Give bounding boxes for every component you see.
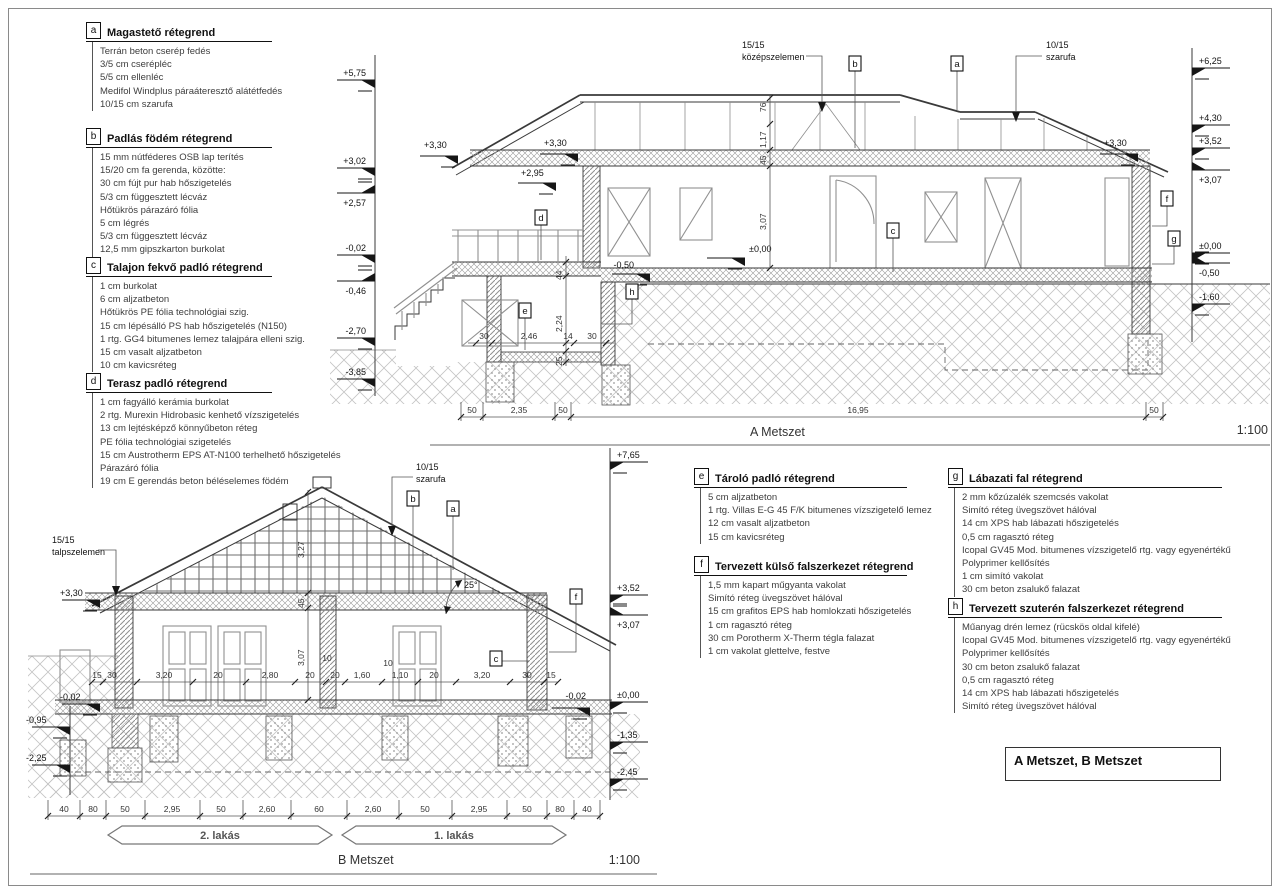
legend-f <box>694 556 914 658</box>
legend-a <box>86 22 283 111</box>
callout-szarufa: 10/15 <box>1046 40 1069 50</box>
dim-label: 10 <box>383 658 393 668</box>
legend-g <box>948 468 1231 597</box>
dim-label: 3,20 <box>155 670 173 680</box>
dim-label: 50 <box>120 804 130 814</box>
section-a-terrace <box>452 230 583 262</box>
level-label: -1,60 <box>1199 292 1220 302</box>
legend-item: 1 cm ragasztó réteg <box>708 619 792 631</box>
legend-item: 2 mm kőzúzalék szemcsés vakolat <box>962 492 1109 503</box>
dim-label: 2,35 <box>510 405 528 415</box>
legend-item: Polyprimer kellősítés <box>962 558 1050 570</box>
dim-label: 50 <box>216 804 226 814</box>
ridge-cap <box>313 477 331 488</box>
vdim: 45 <box>296 598 306 608</box>
legend-f-title: Tervezett külső falszerkezet rétegrend <box>715 561 914 573</box>
dim-label: 2,60 <box>258 804 276 814</box>
vdim: 44 <box>554 270 564 280</box>
legend-item: 30 cm fújt pur hab hőszigetelés <box>100 178 232 190</box>
level-label: +2,95 <box>521 168 544 178</box>
title-block <box>1005 747 1221 781</box>
level-label: +3,30 <box>1104 138 1127 148</box>
dim-label: 1,10 <box>391 670 409 680</box>
callout-talpszelemen: 15/15 <box>52 535 75 545</box>
legend-item: 13 cm lejtésképző könnyűbeton réteg <box>100 423 258 435</box>
legend-item: 15 cm kavicsréteg <box>708 531 785 543</box>
legend-item: 10/15 cm szarufa <box>100 98 173 110</box>
dim-label: 50 <box>1149 405 1159 415</box>
level-label: +5,75 <box>343 68 366 78</box>
legend-item: Terrán beton cserép fedés <box>100 46 211 57</box>
dim-label: 40 <box>582 804 592 814</box>
dim-label: 2,95 <box>470 804 488 814</box>
level-label: +3,30 <box>424 140 447 150</box>
legend-c-marker: c <box>86 257 101 274</box>
dim-label: 20 <box>305 670 315 680</box>
legend-item: Simító réteg üvegszövet hálóval <box>962 701 1097 713</box>
legend-e-marker: e <box>694 468 709 485</box>
dim-label: 14 <box>563 331 573 341</box>
legend-item: Hőtükrös PE fólia technológiai szig. <box>100 307 249 319</box>
callout-kozepszelemen: 15/15 <box>742 40 765 50</box>
legend-item: PE fólia technológiai szigetelés <box>100 436 231 448</box>
dim-label: 1,60 <box>353 670 371 680</box>
level-label: -2,25 <box>26 753 47 763</box>
legend-item: 5 cm légrés <box>100 218 150 230</box>
vdim: 76 <box>758 102 768 112</box>
level-label: +3,07 <box>617 620 640 630</box>
legend-c <box>86 257 305 372</box>
dim-label: 30 <box>107 670 117 680</box>
legend-b <box>86 128 272 257</box>
level-label: -2,45 <box>617 767 638 777</box>
marker-e: e <box>522 306 528 317</box>
legend-item: 19 cm E gerendás beton béléselemes födém <box>100 476 289 488</box>
dim-label: 3,20 <box>473 670 491 680</box>
legend-item: 15 cm grafitos EPS hab homlokzati hőszigetelés <box>708 606 912 618</box>
section-b <box>26 448 657 874</box>
legend-item: 1 rtg. GG4 bitumenes lemez talajpára elleni szig. <box>100 333 305 345</box>
legend-item: 1 cm burkolat <box>100 281 158 292</box>
legend-item: 15/20 cm fa gerenda, közötte: <box>100 165 226 177</box>
dim-label: 50 <box>420 804 430 814</box>
section-b-apartment-banners <box>108 826 566 844</box>
dim-label: 30 <box>587 331 597 341</box>
vdim: 3,07 <box>296 649 306 666</box>
legend-d-title: Terasz padló rétegrend <box>107 378 228 390</box>
legend-item: 2 rtg. Murexin Hidrobasic kenhető vízszigetelés <box>100 410 300 422</box>
dim-label: 60 <box>314 804 324 814</box>
marker-a: a <box>450 504 456 515</box>
legend-item: Simító réteg üvegszövet hálóval <box>708 593 843 605</box>
section-b-floor-slab <box>55 700 612 714</box>
section-b-ceiling-slab <box>85 593 547 610</box>
legend-f-marker: f <box>694 556 709 573</box>
legend-item: 5/3 cm függesztett lécváz <box>100 231 208 243</box>
legend-item: 5 cm aljzatbeton <box>708 492 778 503</box>
level-label: +3,52 <box>1199 136 1222 146</box>
section-a-bottom-dims <box>458 402 1166 421</box>
level-label: +7,65 <box>617 450 640 460</box>
marker-f: f <box>574 592 578 603</box>
section-a-title: A Metszet <box>750 425 805 439</box>
section-a-windows <box>608 176 1129 268</box>
legend-item: Medifol Windplus páraáteresztő alátétfedés <box>100 85 283 97</box>
dim-label: 50 <box>558 405 568 415</box>
section-b-scale: 1:100 <box>608 853 640 867</box>
legend-item: Hőtükrös párazáró fólia <box>100 204 199 216</box>
legend-item: 1 cm vakolat glettelve, festve <box>708 646 830 658</box>
legend-d <box>86 373 341 488</box>
section-a <box>330 40 1270 445</box>
level-label: ±0,00 <box>749 244 772 254</box>
marker-b: b <box>852 59 858 70</box>
section-a-scale: 1:100 <box>1236 423 1268 437</box>
legend-item: Icopal GV45 Mod. bitumenes vízszigetelő rtg. vagy egyenértékű <box>962 544 1231 556</box>
section-a-stairs <box>394 262 457 340</box>
dim-label: 80 <box>88 804 98 814</box>
legend-a-title: Magastető rétegrend <box>107 27 216 39</box>
section-a-left-levels <box>337 55 375 396</box>
legend-item: 0,5 cm ragasztó réteg <box>962 674 1054 686</box>
dim-label: 50 <box>467 405 477 415</box>
vdim: 25 <box>554 356 564 366</box>
level-label: -1,35 <box>617 730 638 740</box>
level-label: -0,95 <box>26 715 47 725</box>
legend-g-title: Lábazati fal rétegrend <box>969 473 1083 485</box>
dim-label: 2,60 <box>364 804 382 814</box>
title-block-text: A Metszet, B Metszet <box>1014 753 1143 768</box>
apartment-2-label: 2. lakás <box>200 830 240 842</box>
callout-talpszelemen-2: talpszelemen <box>52 547 106 557</box>
dim-label: 2,46 <box>520 331 538 341</box>
legend-item: 1 cm fagyálló kerámia burkolat <box>100 397 229 408</box>
dim-label: 20 <box>330 670 340 680</box>
level-label: +3,52 <box>617 583 640 593</box>
legend-g-marker: g <box>948 468 963 485</box>
legend-b-title: Padlás födém rétegrend <box>107 133 233 145</box>
level-label: ±0,00 <box>1199 241 1222 251</box>
legend-item: 15 cm lépésálló PS hab hőszigetelés (N150) <box>100 320 287 332</box>
level-label: +4,30 <box>1199 113 1222 123</box>
level-label: -3,85 <box>345 367 366 377</box>
legend-d-marker: d <box>86 373 101 390</box>
vdim: 3,27 <box>296 541 306 558</box>
legend-item: 14 cm XPS hab lábazati hőszigetelés <box>962 518 1119 530</box>
legend-item: Műanyag drén lemez (rücskös oldal kifelé) <box>962 622 1140 633</box>
legend-item: 30 cm beton zsalukő falazat <box>962 661 1080 673</box>
level-label: -0,02 <box>565 691 586 701</box>
dim-label: 20 <box>429 670 439 680</box>
legend-item: Polyprimer kellősítés <box>962 648 1050 660</box>
level-label: -0,50 <box>1199 268 1220 278</box>
callout-szarufa-2: szarufa <box>1046 52 1076 62</box>
legend-h-title: Tervezett szuterén falszerkezet rétegrend <box>969 603 1184 615</box>
legend-item: 15 cm Austrotherm EPS AT-N100 terhelhető hőszigetelés <box>100 449 341 461</box>
marker-a: a <box>954 59 960 70</box>
dim-label: 15 <box>92 670 102 680</box>
legend-h <box>948 598 1231 713</box>
footing <box>486 362 514 402</box>
dim-label: 15 <box>546 670 556 680</box>
legend-item: 15 mm nútféderes OSB lap terítés <box>100 152 244 163</box>
level-label: +3,07 <box>1199 175 1222 185</box>
legend-h-marker: h <box>948 598 963 615</box>
level-label: -0,46 <box>345 286 366 296</box>
legend-b-marker: b <box>86 128 101 145</box>
dim-label: 16,95 <box>847 405 869 415</box>
dim-label: 30 <box>479 331 489 341</box>
legend-item: 12 cm vasalt aljzatbeton <box>708 518 810 530</box>
level-label: +2,57 <box>343 198 366 208</box>
legend-item: 1 cm simító vakolat <box>962 571 1044 583</box>
dim-label: 30 <box>522 670 532 680</box>
legend-item: 5/5 cm ellenléc <box>100 72 164 84</box>
legend-e <box>694 468 932 544</box>
vdim: 2,24 <box>554 315 564 332</box>
marker-c: c <box>493 654 499 665</box>
marker-g: g <box>1171 234 1177 245</box>
legend-item: 15 cm vasalt aljzatbeton <box>100 347 202 359</box>
marker-c: c <box>890 226 896 237</box>
footing <box>1128 334 1162 374</box>
vdim: 1,17 <box>758 131 768 148</box>
dim-label: 80 <box>555 804 565 814</box>
marker-d: d <box>538 213 544 224</box>
callout-szarufa-b-2: szarufa <box>416 474 446 484</box>
dim-label: 50 <box>522 804 532 814</box>
level-label: -0,02 <box>345 243 366 253</box>
section-a-callouts <box>742 40 1076 122</box>
dim-label: 10 <box>322 653 332 663</box>
legend-item: 12,5 mm gipszkarton burkolat <box>100 244 225 256</box>
section-b-title: B Metszet <box>338 853 394 867</box>
section-b-bottom-dims <box>45 800 603 820</box>
callout-szarufa-b: 10/15 <box>416 462 439 472</box>
door-with-swing <box>830 176 876 268</box>
legend-item: 1 rtg. Villas E-G 45 F/K bitumenes vízszigetelő lemez <box>708 505 932 517</box>
legend-a-marker: a <box>86 22 101 39</box>
dim-label: 40 <box>59 804 69 814</box>
legend-item: 30 cm beton zsalukő falazat <box>962 584 1080 596</box>
dim-label: 2,95 <box>163 804 181 814</box>
level-label: -0,02 <box>60 692 81 702</box>
legend-item: 5/3 cm függesztett lécváz <box>100 191 208 203</box>
level-label: +3,30 <box>544 138 567 148</box>
legend-item: 1,5 mm kapart műgyanta vakolat <box>708 580 846 591</box>
callout-kozepszelemen-2: középszelemen <box>742 52 805 62</box>
legend-item: 30 cm Porotherm X-Therm tégla falazat <box>708 632 875 644</box>
level-label: +3,02 <box>343 156 366 166</box>
legend-item: 10 cm kavicsréteg <box>100 360 177 372</box>
legend-item: 3/5 cm cserépléc <box>100 59 172 71</box>
legend-item: 14 cm XPS hab lábazati hőszigetelés <box>962 688 1119 700</box>
legend-item: Icopal GV45 Mod. bitumenes vízszigetelő rtg. vagy egyenértékű <box>962 635 1231 647</box>
legend-e-title: Tároló padló rétegrend <box>715 473 835 485</box>
marker-b: b <box>410 494 416 505</box>
legend-item: Simító réteg üvegszövet hálóval <box>962 505 1097 517</box>
level-label: -0,50 <box>613 260 634 270</box>
level-label: +6,25 <box>1199 56 1222 66</box>
footing <box>602 365 630 405</box>
legend-item: Párazáró fólia <box>100 463 159 475</box>
legend-item: 6 cm aljzatbeton <box>100 294 170 306</box>
level-label: -2,70 <box>345 326 366 336</box>
dim-label: 2,80 <box>261 670 279 680</box>
marker-h: h <box>629 287 635 298</box>
level-label: +3,30 <box>60 588 83 598</box>
legend-item: 0,5 cm ragasztó réteg <box>962 531 1054 543</box>
vdim: 45 <box>758 155 768 165</box>
roof-angle-label: 25° <box>464 580 478 590</box>
legend-c-title: Talajon fekvő padló rétegrend <box>107 262 263 274</box>
apartment-1-label: 1. lakás <box>434 830 474 842</box>
level-label: ±0,00 <box>617 690 640 700</box>
dim-label: 20 <box>213 670 223 680</box>
vdim: 3,07 <box>758 213 768 230</box>
marker-f: f <box>1165 194 1169 205</box>
